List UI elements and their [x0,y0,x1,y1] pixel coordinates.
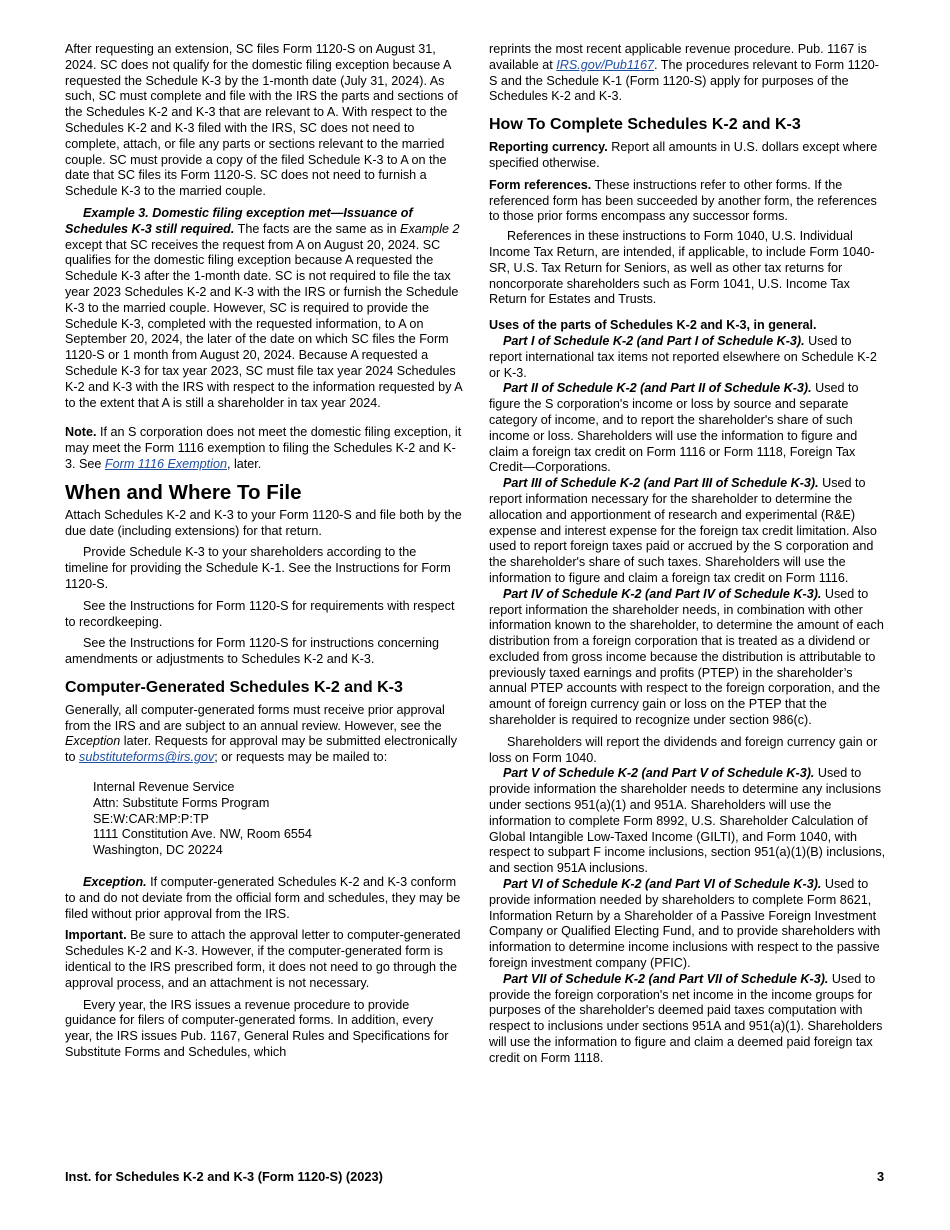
part-title: Part III of Schedule K-2 (and Part III of Schedule K-3). [503,476,819,491]
part-title: Part VII of Schedule K-2 (and Part VII of Schedule K-3). [503,971,829,986]
form-1116-exemption-link[interactable]: Form 1116 Exemption [104,456,227,471]
page-number: 3 [877,1169,885,1184]
form-references-label: Form references. [489,177,592,192]
part-title: Part II of Schedule K-2 (and Part II of Schedule K-3). [503,381,812,396]
note-paragraph: Note. If an S corporation does not meet the domestic filing exception, it may meet the Form 1116 exemption to filing the Schedules K-2 and K-3. See Form 1116 Exemption, later. [65,425,462,471]
important-label: Important. [65,928,127,943]
computer-para: Generally, all computer-generated forms must receive prior approval from the IRS and are subject to an annual review. However, see the Exception later. Requests for approval may be submitted electronically to substituteforms@irs.gov; or requests may be mailed to: [65,702,458,765]
part-paragraph: Part V of Schedule K-2 (and Part V of Schedule K-3). Used to provide information the shareholder needs to determine any inclusions under sections 951(a)(1) and 951A. Shareholders will use the information to complete Form 8992, U.S. Shareholder Calculation of Global Intangible Low-Taxed Income (GILTI), and Form 1040, with respect to subpart F income inclusions, section 951(a)(1)(B) inclusions, and section 951A inclusions. [489,766,886,876]
shareholders-report-paragraph: Shareholders will report the dividends and foreign currency gain or loss on Form 1040. [489,734,878,765]
paragraph-extension: After requesting an extension, SC files Form 1120-S on August 31, 2024. SC does not qualify for the domestic filing exception because A requested the Schedule K-3 by the 1-month date (July 31, 2024). As such, SC must complete and file with the IRS the parts and sections of the Schedules K-2 and K-3 that are relevant to A. With respect to the Schedules K-2 and K-3 filed with the IRS, SC does not need to complete, attach, or file any parts or sections relevant to the married couple. SC must provide a copy of the filed Schedule K-3 to A on the date that SC files its Form 1120-S. SC does not need to furnish a Schedule K-3 to the married couple. [65,42,458,199]
reporting-currency-label: Reporting currency. [489,140,608,155]
part-paragraph: Part III of Schedule K-2 (and Part III of Schedule K-3). Used to report information necessary for the shareholder to determine the allocation and apportionment of research and experimental (R&E) expense and interest expense for the foreign tax credit limitation. Also used to report foreign taxes paid or accrued by the S corporation and the shareholder's share of such taxes. Shareholders will use the information to figure and claim a foreign tax credit on Form 1116. [489,476,877,585]
address-line: Internal Revenue Service [93,780,235,795]
when-para-3: See the Instructions for Form 1120-S for requirements with respect to recordkeeping. [65,598,455,629]
important-paragraph: Important. Be sure to attach the approval letter to computer-generated Schedules K-2 and K-3. However, if the computer-generated form is identical to the IRS prescribed form, it does not need to go through the approval process, and an attachment is not necessary. [65,928,461,990]
how-to-complete-heading: How To Complete Schedules K-2 and K-3 [489,116,801,134]
address-line: Washington, DC 20224 [93,843,223,858]
form-references-paragraph: Form references. These instructions refer to other forms. If the referenced form has been succeeded by another form, the references to those prior forms encompass any successor forms. [489,177,877,224]
uses-of-parts-heading: Uses of the parts of Schedules K-2 and K-3, in general. [489,318,817,333]
left-column [65,42,463,1067]
reporting-currency-paragraph: Reporting currency. Report all amounts in U.S. dollars except where specified otherwise. [489,140,878,170]
part-paragraph: Part IV of Schedule K-2 (and Part IV of Schedule K-3). Used to report information the shareholder needs, in combination with other information known to the shareholder, to determine the amount of each distribution from a foreign corporation that is treated as a dividend or excluded from gross income because the distribution is attributable to previously taxed earnings and profits (PTEP) in the shareholder’s annual PTEP accounts with respect to the foreign corporation, and the amount of foreign currency gain or loss on the PTEP that the shareholder is required to recognize under section 986(c). [489,586,884,728]
address-line: Attn: Substitute Forms Program [93,795,270,810]
every-year-paragraph: Every year, the IRS issues a revenue procedure to provide guidance for filers of computer-generated forms. In addition, every year, the IRS issues Pub. 1167, General Rules and Specifications for Substitute Forms and Schedules, which [65,997,449,1060]
pub-1167-paragraph: reprints the most recent applicable revenue procedure. Pub. 1167 is available at IRS.gov/Pub1167. The procedures relevant to Form 1120-S and the Schedule K-1 (Form 1120-S) apply for purposes of the Schedules K-2 and K-3. [489,42,879,104]
part-paragraph: Part I of Schedule K-2 (and Part I of Schedule K-3). Used to report international tax items not reported elsewhere on Schedule K-2 or K-3. [489,333,877,380]
when-para-1: Attach Schedules K-2 and K-3 to your Form 1120-S and file both by the due date (including extensions) for that return. [65,507,462,538]
pub1167-link[interactable]: IRS.gov/Pub1167 [556,57,655,72]
when-para-4: See the Instructions for Form 1120-S for instructions concerning amendments or adjustments to Schedules K-2 and K-3. [65,636,440,667]
part-paragraph: Part VII of Schedule K-2 (and Part VII of Schedule K-3). Used to provide the foreign corporation's net income in the income groups for purposes of the shareholder's deemed paid taxes computation with respect to inclusions under sections 951A and 951(a)(1). Shareholders will use the information to figure and claim a deemed paid foreign tax credit on Form 1118. [489,971,883,1065]
when-where-heading: When and Where To File [65,480,302,504]
part-paragraph: Part VI of Schedule K-2 (and Part VI of Schedule K-3). Used to provide information needed by shareholders to complete Form 8621, Information Return by a Shareholder of a Passive Foreign Investment Company or Qualified Electing Fund, and to provide shareholders with information to determine income inclusions with respect to the passive foreign investment company (PFIC). [489,877,881,971]
address-line: SE:W:CAR:MP:P:TP [93,811,209,826]
computer-generated-heading: Computer-Generated Schedules K-2 and K-3 [65,678,403,696]
note-label: Note. [65,425,97,440]
part-title: Part VI of Schedule K-2 (and Part VI of Schedule K-3). [503,877,822,892]
mailing-address [93,780,463,859]
part-title: Part I of Schedule K-2 (and Part I of Schedule K-3). [503,333,805,348]
example-3-title: Example 3. Domestic filing exception met—Issuance of Schedules K-3 still required. [65,205,413,236]
part-title: Part IV of Schedule K-2 (and Part IV of Schedule K-3). [503,586,822,601]
exception-paragraph: Exception. If computer-generated Schedules K-2 and K-3 conform to and do not deviate from the official form and schedules, they may be filed without prior approval from the IRS. [65,875,461,921]
part-title: Part V of Schedule K-2 (and Part V of Schedule K-3). [503,766,815,781]
right-column [489,42,887,1067]
address-line: 1111 Constitution Ave. NW, Room 6554 [93,827,312,842]
footer-title: Inst. for Schedules K-2 and K-3 (Form 1120-S) (2023) [65,1169,383,1184]
when-para-2: Provide Schedule K-3 to your shareholders according to the timeline for providing the Schedule K-1. See the Instructions for Form 1120-S. [65,545,451,591]
example-2-ref: Example 2 [400,221,460,236]
example-3: Example 3. Domestic filing exception met—Issuance of Schedules K-3 still required. The facts are the same as in Example 2 except that SC receives the request from A on August 20, 2024. SC qualifies for the domestic filing exception because A requested the Schedule K-3 after the 1-month date. SC is not required to file the tax year 2023 Schedules K-2 and K-3 with the IRS or furnish the Schedule K-3 to the married couple. However, SC is required to provide the Schedule K-3, completed with the requested information, to A on September 20, 2024, the later of the date on which SC files the Form 1120-S or 1 month from August 20, 2024. Because A requested a Schedule K-3 for tax year 2023, SC must file tax year 2024 Schedules K-2 and K-3 with the IRS with respect to the information requested by A to the extent that A is still a shareholder in tax year 2024. [65,205,462,410]
exception-ref: Exception [65,734,121,749]
substitute-forms-email-link[interactable]: substituteforms@irs.gov [79,750,215,765]
references-1040-paragraph: References in these instructions to Form 1040, U.S. Individual Income Tax Return, are intended, if applicable, to include Form 1040-SR, U.S. Tax Return for Seniors, as well as other tax returns for noncorporate shareholders such as Form 1041, U.S. Income Tax Return for Estates and Trusts. [489,229,875,307]
exception-label: Exception. [83,875,147,890]
part-paragraph: Part II of Schedule K-2 (and Part II of Schedule K-3). Used to figure the S corporation's income or loss by source and separate category of income, and to report the shareholder's share of such income or loss. Shareholders will use the information to figure and claim a foreign tax credit on Form 1116 or Form 1118, Foreign Tax Credit—Corporations. [489,381,859,475]
